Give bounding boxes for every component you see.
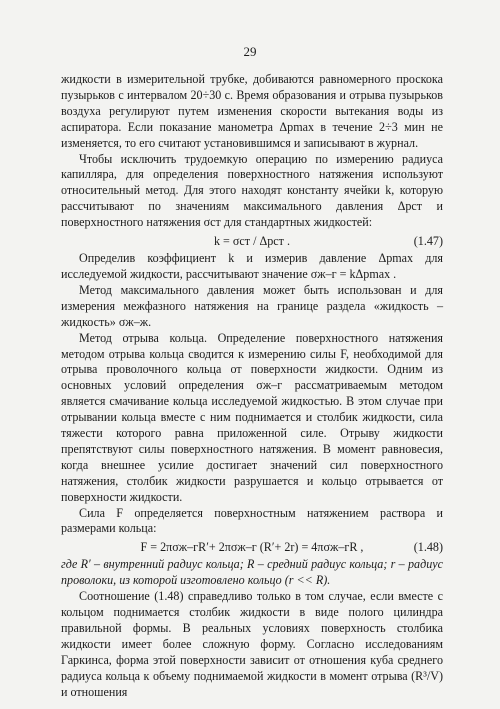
paragraph-7: Соотношение (1.48) справедливо только в том случае, если вместе с кольцом поднимается столбик жидкости в виде полого цилиндра правильной формы. В реальных условиях поверхность столбика жидкости имеет более сложную форму. Согласно исследованиям Гаркинса, форма этой поверхности зависит от отношения куба среднего радиуса кольца к объему поднимаемой жидкости в момент отрыва (R³/V) и отношения: [61, 589, 443, 699]
paragraph-4: Метод максимального давления может быть использован и для измерения межфазного натяжения на границе раздела «жидкость – жидкость» σж–ж.: [61, 282, 443, 329]
page-content: [61, 72, 443, 701]
paragraph-5-ring-method: Метод отрыва кольца. Определение поверхностного натяжения методом отрыва кольца сводится к измерению силы F, необходимой для отрыва проволочного кольца от поверхности жидкости. Одним из основных условий определения σж–г рассматриваемым методом является смачивание кольца исследуемой жидкостью. В этом случае при отрывании кольца вместе с ним поднимается и столбик жидкости, сила тяжести которого равна приложенной силе. Отрыву жидкости препятствуют силы поверхностного натяжения. В момент равновесия, когда внешнее усилие достигает значений сил поверхностного натяжения, столбик жидкости разрушается и кольцо отрывается от поверхности жидкости.: [61, 330, 443, 504]
paragraph-1: жидкости в измерительной трубке, добиваются равномерного проскока пузырьков с интервалом 20÷30 с. Время образования и отрыва пузырьков воздуха регулируют путем изменения скорости вытекания воды из аспиратора. Если показание манометра Δpmax в течение 2÷3 мин не изменяется, то его считают установившимся и записывают в журнал.: [61, 72, 443, 150]
formula-1-48-body: F = 2πσж–гR′+ 2πσж–г (R′+ 2r) = 4πσж–гR ,: [140, 540, 364, 555]
page-number: 29: [243, 44, 257, 59]
formula-1-47: [61, 232, 443, 250]
formula-1-47-number: (1.47): [413, 234, 443, 249]
paragraph-3: Определив коэффициент k и измерив давление Δpmax для исследуемой жидкости, рассчитывают значение σж–г = kΔpmax .: [61, 251, 443, 281]
formula-1-47-body: k = σст / Δpст .: [213, 234, 291, 249]
formula-1-48-number: (1.48): [413, 540, 443, 555]
paragraph-2: Чтобы исключить трудоемкую операцию по измерению радиуса капилляра, для определения поверхностного натяжения используют относительный метод. Для этого находят константу ячейки k, которую рассчитывают по значениям максимального давления Δpст и поверхностного натяжения σст для стандартных жидкостей:: [61, 151, 443, 230]
formula-1-48: [61, 538, 443, 556]
formula-legend: где R′ – внутренний радиус кольца; R – средний радиус кольца; r – радиус проволоки, из которой изготовлено кольцо (r << R).: [61, 557, 443, 588]
paragraph-6: Сила F определяется поверхностным натяжением раствора и размерами кольца:: [61, 505, 443, 536]
